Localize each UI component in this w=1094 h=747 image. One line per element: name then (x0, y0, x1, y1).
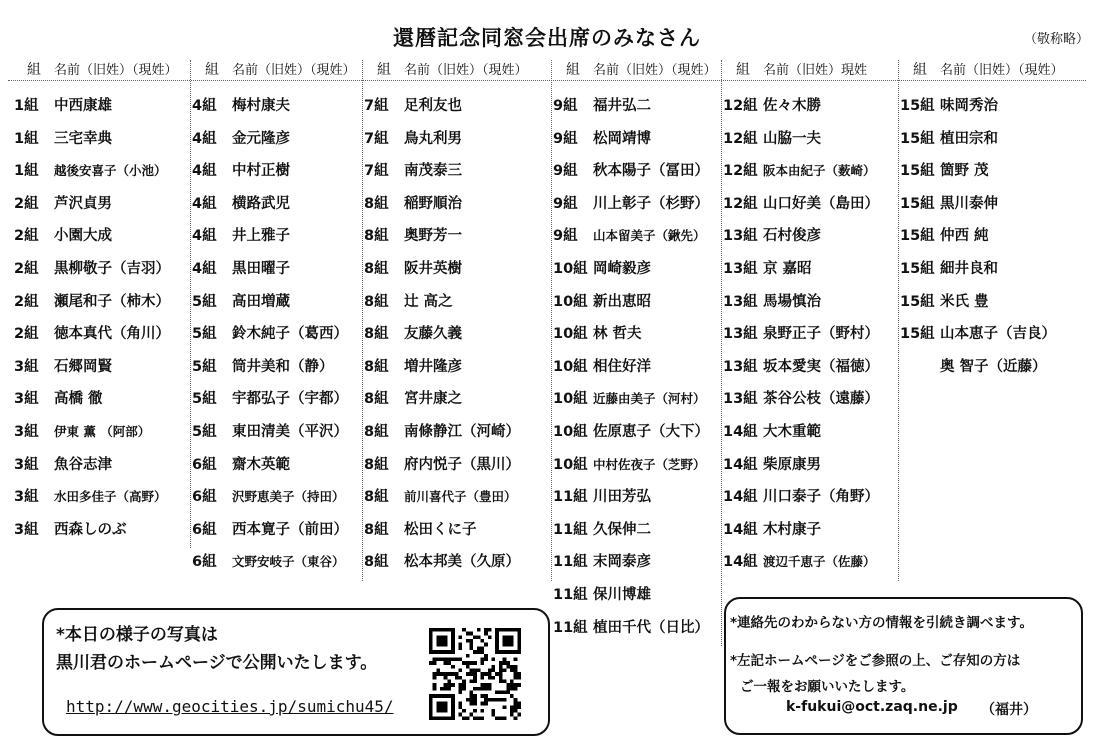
attendee-name: 沢野恵美子（持田） (232, 489, 345, 505)
attendee-name: 味岡秀治 (940, 98, 998, 114)
photo-notice-box (42, 608, 550, 736)
class-group: 9組 (553, 228, 578, 245)
table-row (723, 286, 898, 319)
class-group: 3組 (14, 423, 39, 440)
table-row (364, 514, 551, 547)
class-group: 15組 (900, 130, 935, 147)
attendee-name: 鳥丸利男 (404, 130, 462, 147)
table-row (14, 155, 190, 188)
attendee-name: 米氏 豊 (940, 293, 989, 310)
attendee-name: 宮井康之 (404, 391, 462, 408)
attendee-name: 植田宗和 (940, 130, 998, 147)
table-row (364, 90, 551, 123)
contact-notice-line1: *連絡先のわからない方の情報を引続き調べます。 (730, 615, 1033, 631)
column-header (723, 60, 898, 80)
class-group: 10組 (553, 423, 588, 440)
honorific-note: （敬称略） (1024, 32, 1090, 47)
table-row (14, 481, 190, 514)
attendee-name: 越後安喜子（小池） (54, 163, 167, 179)
attendee-name: 友藤久義 (404, 326, 462, 343)
table-row (364, 155, 551, 188)
table-row (192, 188, 362, 221)
attendee-name: 南條静江（河崎） (404, 423, 520, 440)
column-6 (900, 60, 1080, 385)
contact-notice-line2: *左記ホームページをご参照の上、ご存知の方は (730, 653, 1021, 669)
table-row (14, 383, 190, 416)
attendee-name: 中西康雄 (54, 98, 112, 114)
class-group: 9組 (553, 163, 578, 180)
table-row (900, 123, 1080, 156)
table-row (553, 481, 721, 514)
class-group: 8組 (364, 326, 389, 343)
class-group: 8組 (364, 195, 389, 212)
table-row (364, 351, 551, 384)
table-row (364, 449, 551, 482)
class-group: 10組 (553, 326, 588, 343)
class-group: 9組 (553, 195, 578, 212)
class-group: 8組 (364, 293, 389, 310)
class-group: 9組 (553, 98, 578, 114)
class-group: 13組 (723, 293, 758, 310)
class-group: 11組 (553, 554, 588, 571)
photo-notice-line2: 黒川君のホームページで公開いたします。 (56, 653, 378, 673)
header-name-label: 名前（旧姓）現姓 (763, 63, 868, 78)
attendee-name: 馬場慎治 (763, 293, 821, 310)
header-group-label: 組 (913, 62, 927, 78)
class-group: 4組 (192, 130, 217, 147)
class-group: 13組 (723, 358, 758, 375)
column-header (553, 60, 721, 80)
attendee-name: 山脇一夫 (763, 130, 821, 147)
table-row (192, 318, 362, 351)
table-row (723, 383, 898, 416)
table-row (723, 351, 898, 384)
attendee-name: 東田清美（平沢） (232, 423, 348, 440)
table-row (553, 383, 721, 416)
attendee-name: 瀬尾和子（柿木） (54, 293, 170, 310)
attendee-name: 中村佐夜子（芝野） (593, 456, 706, 472)
attendee-name: 細井良和 (940, 260, 998, 277)
attendee-name: 稲野順治 (404, 195, 462, 212)
class-group: 4組 (192, 228, 217, 245)
column-header (364, 60, 551, 80)
table-row (192, 383, 362, 416)
class-group: 2組 (14, 260, 39, 277)
attendee-name: 中村正樹 (232, 163, 290, 180)
attendee-name: 阪井英樹 (404, 260, 462, 277)
column-header (192, 60, 362, 80)
table-row (723, 449, 898, 482)
table-row (364, 286, 551, 319)
class-group: 14組 (723, 521, 758, 538)
column-header (14, 60, 190, 80)
table-row (192, 123, 362, 156)
contact-notice-line3: ご一報をお願いいたします。 (740, 679, 915, 695)
class-group: 3組 (14, 521, 39, 538)
header-group-label: 組 (736, 62, 750, 78)
attendee-name: 黒田曜子 (232, 260, 290, 277)
table-row (723, 253, 898, 286)
attendee-name: 京 嘉昭 (763, 260, 812, 277)
class-group: 12組 (723, 195, 758, 212)
table-row (553, 253, 721, 286)
header-name-label: 名前（旧姓）（現姓） (232, 63, 356, 78)
class-group: 8組 (364, 456, 389, 473)
class-group: 6組 (192, 521, 217, 538)
attendee-name: 山本留美子（鍬先） (593, 228, 706, 244)
table-row (723, 123, 898, 156)
header-group-label: 組 (27, 62, 41, 78)
class-group: 15組 (900, 293, 935, 310)
table-row (900, 188, 1080, 221)
attendee-name: 泉野正子（野村） (763, 326, 879, 343)
table-row (14, 416, 190, 449)
attendee-name: 茶谷公枝（遠藤） (763, 391, 879, 408)
qr-code-icon[interactable] (429, 628, 521, 720)
class-group: 4組 (192, 260, 217, 277)
table-row (553, 318, 721, 351)
class-group: 6組 (192, 456, 217, 473)
class-group: 13組 (723, 391, 758, 408)
class-group: 14組 (723, 423, 758, 440)
class-group: 7組 (364, 163, 389, 180)
table-row (723, 514, 898, 547)
attendee-name: 高橋 徹 (54, 391, 103, 408)
header-group-label: 組 (205, 62, 219, 78)
table-row (14, 90, 190, 123)
table-row (723, 318, 898, 351)
attendee-name: 阪本由紀子（薮崎） (763, 163, 876, 179)
attendee-name: 松本邦美（久原） (404, 554, 520, 571)
attendee-name: 小園大成 (54, 228, 112, 245)
table-row (364, 383, 551, 416)
attendee-name: 佐々木勝 (763, 98, 821, 114)
page-title: 還暦記念同窓会出席のみなさん (393, 26, 701, 50)
column-header (900, 60, 1080, 80)
class-group: 10組 (553, 293, 588, 310)
header-group-label: 組 (566, 62, 580, 78)
class-group: 6組 (192, 489, 217, 506)
table-row (553, 449, 721, 482)
class-group: 10組 (553, 456, 588, 473)
attendee-name: 坂本愛実（福徳） (763, 358, 879, 375)
class-group: 10組 (553, 260, 588, 277)
attendee-name: 鈴木純子（葛西） (232, 326, 348, 343)
class-group: 2組 (14, 228, 39, 245)
contact-notice-box (724, 597, 1083, 735)
attendee-name: 横路武児 (232, 195, 290, 212)
table-row (14, 449, 190, 482)
attendee-name: 秋本陽子（冨田） (593, 163, 709, 180)
table-row (900, 318, 1080, 351)
table-row (900, 286, 1080, 319)
class-group: 13組 (723, 326, 758, 343)
class-group: 3組 (14, 391, 39, 408)
table-row (364, 481, 551, 514)
table-row (723, 155, 898, 188)
class-group: 8組 (364, 423, 389, 440)
table-row (192, 514, 362, 547)
attendee-name: 水田多佳子（高野） (54, 489, 167, 505)
attendee-name: 辻 高之 (404, 293, 453, 310)
table-row (192, 220, 362, 253)
table-row (14, 286, 190, 319)
class-group: 15組 (900, 228, 935, 245)
attendee-name: 林 哲夫 (593, 326, 642, 343)
class-group: 4組 (192, 163, 217, 180)
homepage-link[interactable]: http://www.geocities.jp/sumichu45/ (66, 697, 394, 716)
attendee-name: 川上彰子（杉野） (593, 195, 709, 212)
table-row (723, 188, 898, 221)
table-row (192, 351, 362, 384)
class-group: 1組 (14, 163, 39, 180)
table-row (192, 449, 362, 482)
table-row (14, 253, 190, 286)
attendee-name: 西本寛子（前田） (232, 521, 348, 538)
attendee-name: 金元隆彦 (232, 130, 290, 147)
class-group: 2組 (14, 195, 39, 212)
attendee-name: 木村康子 (763, 521, 821, 538)
class-group: 12組 (723, 130, 758, 147)
class-group: 4組 (192, 98, 217, 114)
table-row (553, 514, 721, 547)
table-row (14, 514, 190, 547)
attendee-name: 渡辺千恵子（佐藤） (763, 554, 876, 570)
table-row (900, 351, 1080, 384)
attendee-name: 石村俊彦 (763, 228, 821, 245)
attendee-name: 川田芳弘 (593, 489, 651, 506)
attendee-name: 魚谷志津 (54, 456, 112, 473)
class-group: 11組 (553, 489, 588, 506)
table-row (553, 612, 721, 645)
attendee-name: 伊東 薫 （阿部） (54, 423, 151, 439)
class-group: 7組 (364, 130, 389, 147)
attendee-name: 足利友也 (404, 98, 462, 114)
class-group: 13組 (723, 228, 758, 245)
table-row (364, 220, 551, 253)
class-group: 1組 (14, 98, 39, 114)
class-group: 8組 (364, 228, 389, 245)
table-row (192, 286, 362, 319)
contact-email[interactable]: k-fukui@oct.zaq.ne.jp (786, 699, 958, 715)
class-group: 2組 (14, 293, 39, 310)
photo-notice-line1: *本日の様子の写真は (56, 625, 218, 645)
attendee-name: 府内悦子（黒川） (404, 456, 520, 473)
table-row (364, 188, 551, 221)
class-group: 15組 (900, 163, 935, 180)
attendee-name: 芦沢貞男 (54, 195, 112, 212)
table-row (364, 416, 551, 449)
class-group: 10組 (553, 391, 588, 408)
attendee-name: 保川博雄 (593, 586, 651, 603)
table-row (14, 318, 190, 351)
header-group-label: 組 (377, 62, 391, 78)
attendee-name: 高田増蔵 (232, 293, 290, 310)
table-row (900, 220, 1080, 253)
table-row (14, 351, 190, 384)
table-row (900, 90, 1080, 123)
table-row (723, 220, 898, 253)
attendee-name: 西森しのぶ (54, 521, 127, 538)
class-group: 11組 (553, 586, 588, 603)
table-row (14, 220, 190, 253)
table-row (553, 416, 721, 449)
class-group: 1組 (14, 130, 39, 147)
attendee-name: 徳本真代（角川） (54, 326, 170, 343)
class-group: 9組 (553, 130, 578, 147)
table-row (723, 546, 898, 579)
class-group: 3組 (14, 489, 39, 506)
column-4 (553, 60, 722, 646)
header-name-label: 名前（旧姓）（現姓） (940, 63, 1064, 78)
attendee-name: 増井隆彦 (404, 358, 462, 375)
class-group: 8組 (364, 260, 389, 277)
attendee-name: 奥野芳一 (404, 228, 462, 245)
attendee-name: 松岡靖博 (593, 130, 651, 147)
class-group: 14組 (723, 554, 758, 571)
class-group: 3組 (14, 456, 39, 473)
attendee-name: 大木重範 (763, 423, 821, 440)
attendee-name: 石郷岡賢 (54, 358, 112, 375)
attendee-name: 南茂泰三 (404, 163, 462, 180)
attendee-name: 山本恵子（吉良） (940, 326, 1056, 343)
class-group: 8組 (364, 521, 389, 538)
table-row (553, 155, 721, 188)
attendee-name: 近藤由美子（河村） (593, 391, 706, 407)
attendee-name: 松田くに子 (404, 521, 477, 538)
attendee-name: 柴原康男 (763, 456, 821, 473)
table-row (192, 416, 362, 449)
attendee-name: 奥 智子（近藤） (940, 358, 1047, 375)
table-row (900, 155, 1080, 188)
table-row (14, 188, 190, 221)
column-1 (14, 60, 191, 548)
class-group: 11組 (553, 619, 588, 636)
table-row (553, 351, 721, 384)
attendee-name: 久保伸二 (593, 521, 651, 538)
attendee-name: 齋木英範 (232, 456, 290, 473)
attendee-name: 川口泰子（角野） (763, 489, 879, 506)
column-3 (364, 60, 552, 581)
attendee-name: 黒川泰伸 (940, 195, 998, 212)
class-group: 15組 (900, 326, 935, 343)
class-group: 5組 (192, 391, 217, 408)
class-group: 15組 (900, 98, 935, 114)
table-row (14, 123, 190, 156)
class-group: 3組 (14, 358, 39, 375)
header-name-label: 名前（旧姓）（現姓） (54, 63, 178, 78)
attendee-name: 文野安岐子（東谷） (232, 554, 345, 570)
attendee-name: 井上雅子 (232, 228, 290, 245)
attendee-name: 岡崎毅彦 (593, 260, 651, 277)
table-row (553, 220, 721, 253)
table-row (553, 90, 721, 123)
class-group: 5組 (192, 326, 217, 343)
table-row (553, 286, 721, 319)
class-group: 8組 (364, 489, 389, 506)
class-group: 5組 (192, 423, 217, 440)
table-row (553, 579, 721, 612)
table-row (364, 318, 551, 351)
table-row (364, 123, 551, 156)
attendee-name: 福井弘二 (593, 98, 651, 114)
class-group: 11組 (553, 521, 588, 538)
header-name-label: 名前（旧姓）（現姓） (593, 63, 717, 78)
attendee-name: 宇都弘子（宇都） (232, 391, 348, 408)
contact-signature: （福井） (981, 702, 1037, 718)
table-row (553, 188, 721, 221)
class-group: 5組 (192, 293, 217, 310)
attendee-name: 箇野 茂 (940, 163, 989, 180)
table-row (364, 546, 551, 579)
attendee-name: 佐原恵子（大下） (593, 423, 709, 440)
attendee-name: 新出恵昭 (593, 293, 651, 310)
table-row (900, 253, 1080, 286)
column-2 (192, 60, 363, 581)
class-group: 15組 (900, 260, 935, 277)
table-row (192, 90, 362, 123)
class-group: 10組 (553, 358, 588, 375)
class-group: 14組 (723, 489, 758, 506)
attendee-name: 梅村康夫 (232, 98, 290, 114)
attendee-name: 植田千代（日比） (593, 619, 709, 636)
class-group: 8組 (364, 358, 389, 375)
attendee-name: 黒柳敬子（吉羽） (54, 260, 170, 277)
attendee-name: 仲西 純 (940, 228, 989, 245)
class-group: 12組 (723, 163, 758, 180)
class-group: 6組 (192, 554, 217, 571)
table-row (192, 253, 362, 286)
attendee-name: 筒井美和（静） (232, 358, 334, 375)
class-group: 2組 (14, 326, 39, 343)
class-group: 5組 (192, 358, 217, 375)
attendee-name: 末岡泰彦 (593, 554, 651, 571)
table-row (364, 253, 551, 286)
class-group: 8組 (364, 554, 389, 571)
table-row (723, 481, 898, 514)
class-group: 7組 (364, 98, 389, 114)
table-row (192, 155, 362, 188)
class-group: 15組 (900, 195, 935, 212)
class-group: 14組 (723, 456, 758, 473)
table-row (723, 90, 898, 123)
class-group: 12組 (723, 98, 758, 114)
column-5 (723, 60, 899, 581)
table-row (192, 481, 362, 514)
class-group: 13組 (723, 260, 758, 277)
class-group: 4組 (192, 195, 217, 212)
table-row (553, 546, 721, 579)
attendee-name: 相住好洋 (593, 358, 651, 375)
attendee-name: 前川喜代子（豊田） (404, 489, 517, 505)
table-row (723, 416, 898, 449)
header-name-label: 名前（旧姓）（現姓） (404, 63, 528, 78)
attendee-name: 山口好美（島田） (763, 195, 879, 212)
table-row (192, 546, 362, 579)
table-row (553, 123, 721, 156)
class-group: 8組 (364, 391, 389, 408)
attendee-name: 三宅幸典 (54, 130, 112, 147)
